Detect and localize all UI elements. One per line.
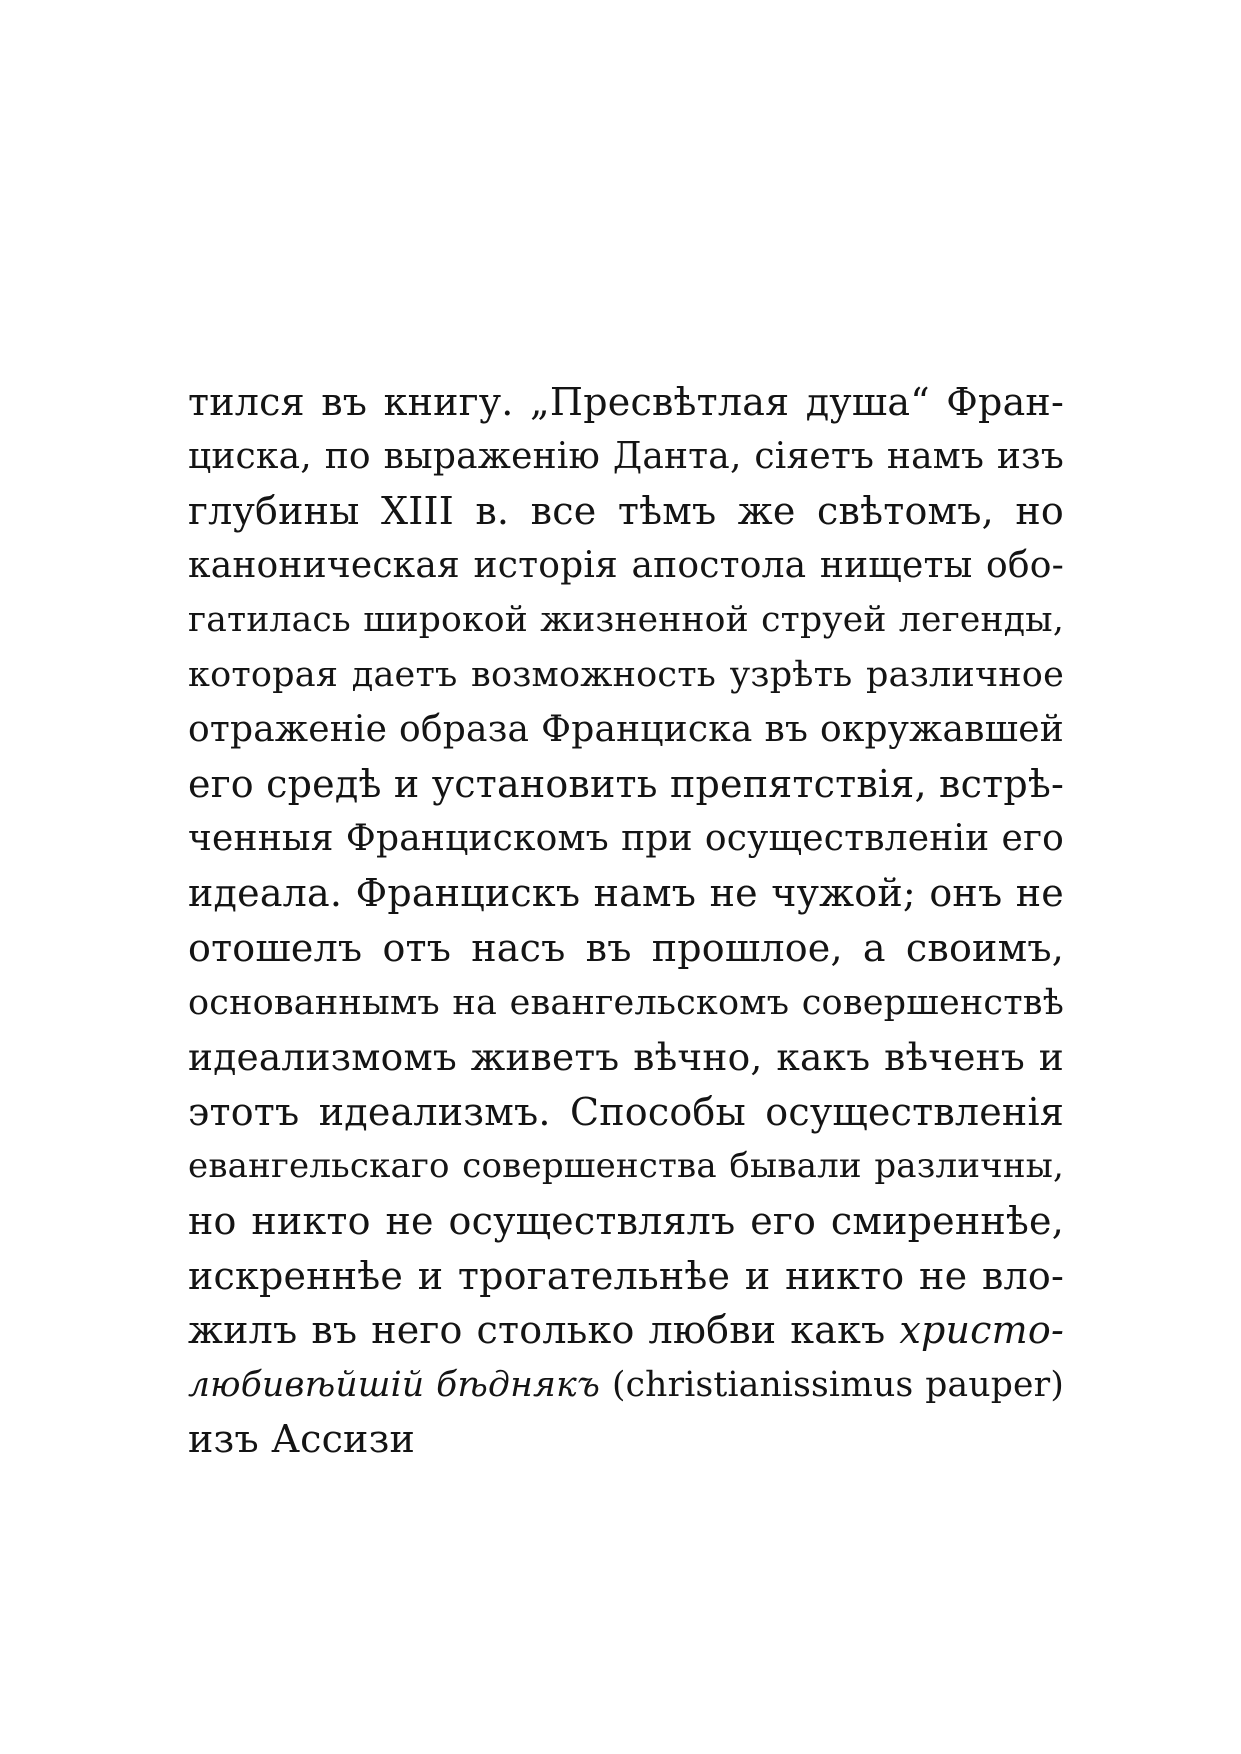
text-line-19-plain: (christianissimus pauper): [600, 1364, 1064, 1405]
text-line-4: каноническая исторія апостола нищеты обо-: [188, 544, 1064, 586]
text-line-19: [188, 1358, 1064, 1413]
text-line-11: отошелъ отъ насъ въ прошлое, а своимъ,: [188, 925, 1064, 970]
text-line-17: искреннѣе и трогательнѣе и никто не вло-: [188, 1253, 1064, 1298]
text-line-6: которая даетъ возможность узрѣть различное: [188, 654, 1064, 695]
text-line-14: этотъ идеализмъ. Способы осуществленія: [188, 1089, 1064, 1134]
text-line-15: евангельскаго совершенства бывали различны,: [188, 1146, 1064, 1187]
text-line-5: гатилась широкой жизненной струей легенды,: [188, 600, 1064, 641]
text-line-16: но никто не осуществлялъ его смиреннѣе,: [188, 1198, 1064, 1243]
text-line-18-italic: христо-: [899, 1308, 1064, 1353]
text-line-8: его средѣ и установить препятствія, встрѣ-: [188, 762, 1064, 807]
text-line-19-italic: любивѣйшій бѣднякъ: [188, 1364, 601, 1405]
text-line-3: глубины XIII в. все тѣмъ же свѣтомъ, но: [188, 489, 1064, 534]
text-line-9: ченныя Францискомъ при осуществленіи его: [188, 817, 1064, 859]
text-line-18: [188, 1303, 1064, 1358]
body-text: [188, 375, 1064, 1467]
text-line-20: изъ Ассизи: [188, 1417, 416, 1462]
text-line-18-plain: жилъ въ него столько любви какъ: [188, 1308, 900, 1353]
text-line-2: циска, по выраженію Данта, сіяетъ намъ изъ: [188, 435, 1064, 477]
text-line-10: идеала. Францискъ намъ не чужой; онъ не: [188, 871, 1064, 916]
text-line-1: тился въ книгу. „Пресвѣтлая душа“ Фран-: [188, 380, 1064, 424]
text-line-13: идеализмомъ живетъ вѣчно, какъ вѣченъ и: [188, 1035, 1064, 1080]
text-line-7: отраженіе образа Франциска въ окружавшей: [188, 708, 1064, 750]
text-line-12: основаннымъ на евангельскомъ совершенствѣ: [188, 982, 1064, 1023]
